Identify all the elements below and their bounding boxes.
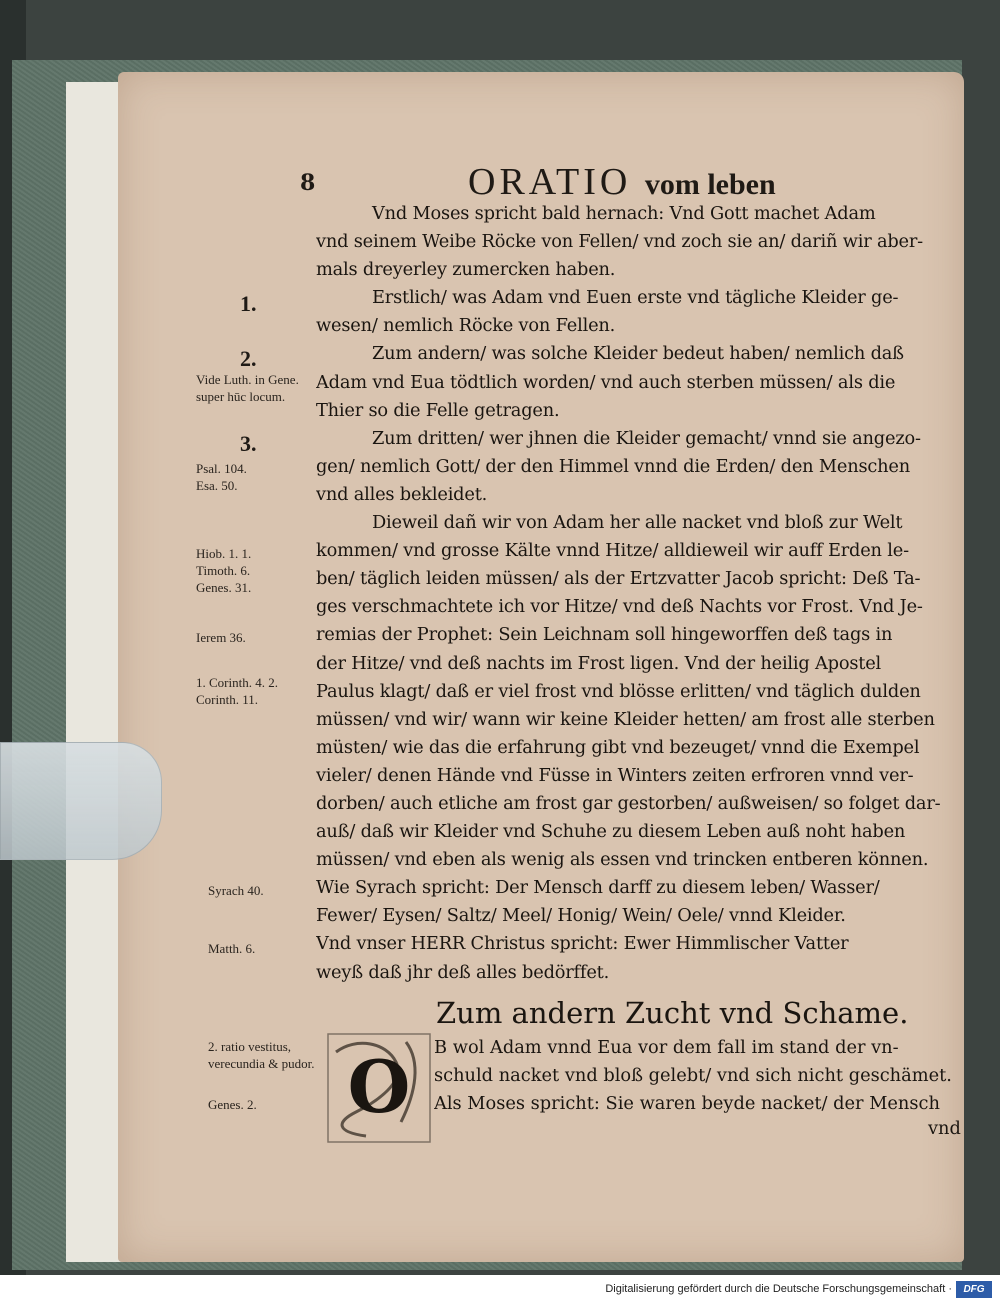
margin-note: 1. Corinth. 4. 2. Corinth. 11. <box>196 675 278 707</box>
text-line: mals dreyerley zumercken haben. <box>316 259 616 281</box>
text-line: wesen/ nemlich Röcke von Fellen. <box>316 315 616 337</box>
text-line: vnd seinem Weibe Röcke von Fellen/ vnd zoch sie an/ dariñ wir aber- <box>316 231 923 253</box>
text-line: müssen/ vnd eben als wenig als essen vnd trincken entberen können. <box>316 849 929 871</box>
margin-note: Syrach 40. <box>208 883 264 898</box>
decorated-initial <box>326 1032 432 1144</box>
plastic-page-clip <box>0 742 162 860</box>
body-text-continued <box>434 1034 970 1118</box>
text-line: dorben/ auch etliche am frost gar gestorben/ außweisen/ so folget dar- <box>316 792 941 814</box>
text-line: Als Moses spricht: Sie waren beyde nacket/ der Mensch <box>434 1093 940 1115</box>
margin-note: Hiob. 1. 1. Timoth. 6. Genes. 31. <box>196 546 252 595</box>
text-line: weyß daß jhr deß alles bedörffet. <box>316 961 610 983</box>
running-title-main: ORATIO <box>468 161 632 203</box>
footer-bar <box>0 1278 1000 1304</box>
text-line: kommen/ vnd grosse Kälte vnnd Hitze/ alldieweil wir auff Erden le- <box>316 540 909 562</box>
running-title-sub: vom leben <box>644 168 776 201</box>
body-text <box>316 200 956 987</box>
margin-note: Psal. 104. Esa. 50. <box>196 461 247 493</box>
text-line: müssen/ vnd wir/ wann wir keine Kleider hetten/ am frost alle sterben <box>316 708 935 730</box>
margin-note: Vide Luth. in Gene. super hūc locum. <box>196 372 299 404</box>
margin-number: 3. <box>240 431 257 456</box>
footer-credit: Digitalisierung gefördert durch die Deutsche Forschungsgemeinschaft · <box>605 1283 952 1295</box>
text-line: Vnd vnser HERR Christus spricht: Ewer Himmlischer Vatter <box>316 933 849 955</box>
text-line: auß/ daß wir Kleider vnd Schuhe zu diesem Leben auß noht haben <box>316 821 906 843</box>
text-line: Wie Syrach spricht: Der Mensch darff zu diesem leben/ Wasser/ <box>316 877 880 899</box>
section-heading: Zum andern Zucht vnd Schame. <box>436 996 909 1030</box>
dfg-logo: DFG <box>956 1281 992 1298</box>
text-line: schuld nacket vnd bloß gelebt/ vnd sich nicht geschämet. <box>434 1065 952 1087</box>
text-line: Vnd Moses spricht bald hernach: Vnd Gott machet Adam <box>372 203 876 224</box>
margin-note: Ierem 36. <box>196 630 246 645</box>
text-line: remias der Prophet: Sein Leichnam soll hingeworffen deß tags in <box>316 624 893 646</box>
margin-note: 2. ratio vestitus, verecundia & pudor. <box>208 1039 315 1071</box>
text-line: Zum dritten/ wer jhnen die Kleider gemacht/ vnnd sie angezo- <box>372 427 921 449</box>
text-line: Zum andern/ was solche Kleider bedeut haben/ nemlich daß <box>372 343 904 365</box>
text-line: vieler/ denen Hände vnd Füsse in Winters zeiten erfroren vnnd ver- <box>316 764 914 786</box>
text-line: Thier so die Felle getragen. <box>316 399 560 421</box>
page-header <box>300 160 820 204</box>
margin-note: Genes. 2. <box>208 1097 257 1112</box>
margin-note: Matth. 6. <box>208 941 256 956</box>
text-line: gen/ nemlich Gott/ der den Himmel vnnd die Erden/ den Menschen <box>316 455 910 477</box>
page-number: 8 <box>300 170 316 196</box>
text-line: Fewer/ Eysen/ Saltz/ Meel/ Honig/ Wein/ Oele/ vnnd Kleider. <box>316 905 846 927</box>
text-line: vnd alles bekleidet. <box>316 483 488 505</box>
text-line: müsten/ wie das die erfahrung gibt vnd bezeuget/ vnnd die Exempel <box>316 736 920 758</box>
text-line: Erstlich/ was Adam vnd Euen erste vnd tägliche Kleider ge- <box>372 287 899 309</box>
text-line: Dieweil dañ wir von Adam her alle nacket vnd bloß zur Welt <box>372 512 903 534</box>
catchword: vnd <box>928 1118 961 1139</box>
margin-number: 2. <box>240 346 257 371</box>
margin-number: 1. <box>240 291 257 316</box>
running-title <box>468 160 776 204</box>
text-line: B wol Adam vnnd Eua vor dem fall im stand der vn- <box>434 1037 899 1058</box>
initial-letter: O <box>347 1044 411 1129</box>
text-line: ges verschmachtete ich vor Hitze/ vnd deß Nachts vor Frost. Vnd Je- <box>316 596 923 618</box>
text-line: Adam vnd Eua tödtlich worden/ vnd auch sterben müssen/ als die <box>316 371 896 393</box>
text-line: ben/ täglich leiden müssen/ als der Ertzvatter Jacob spricht: Deß Ta- <box>316 568 921 590</box>
text-line: Paulus klagt/ daß er viel frost vnd blösse erlitten/ vnd täglich dulden <box>316 680 921 702</box>
text-line: der Hitze/ vnd deß nachts im Frost ligen. Vnd der heilig Apostel <box>316 652 882 674</box>
